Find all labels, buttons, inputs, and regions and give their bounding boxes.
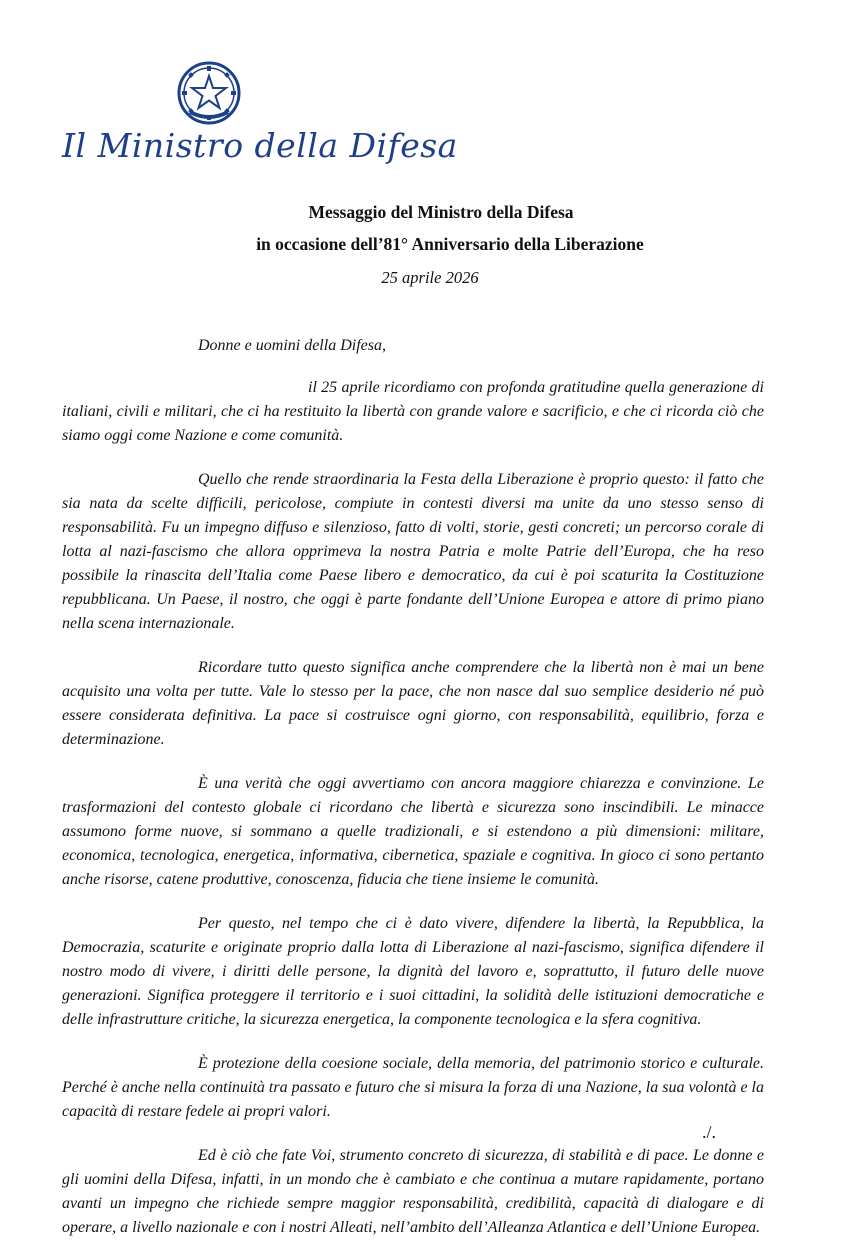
message-title-block [0,196,842,294]
message-date: 25 aprile 2026 [381,268,479,287]
salutation: Donne e uomini della Difesa, [198,337,386,354]
paragraph-6: È protezione della coesione sociale, della memoria, del patrimonio storico e culturale. Perché è anche nella continuità tra passato e futuro che si misura la forza di una Nazione, la sua volontà e la capacità di restare fedele ai propri valori. [62,1055,764,1120]
paragraph-3: Ricordare tutto questo significa anche comprendere che la libertà non è mai un bene acquisito una volta per tutte. Vale lo stesso per la pace, che non nasce dal suo semplice desiderio né può essere considerata definitiva. La pace si costruisce ogni giorno, con responsabilità, equilibrio, forza e determinazione. [62,659,764,748]
italian-republic-emblem-icon [176,60,242,126]
ministry-heading: Il Ministro della Difesa [62,126,458,165]
paragraph-2: Quello che rende straordinaria la Festa della Liberazione è proprio questo: il fatto che sia nata da scelte difficili, pericolose, compiute in contesti diversi ma unite da uno stesso senso di responsabilità. Fu un impegno diffuso e silenzioso, fatto di volti, storie, gesti concreti; un percorso corale di lotta al nazi-fascismo che allora opprimeva la nostra Patria e molte Patrie dell’Europa, che ha reso possibile la rinascita dell’Italia come Paese libero e democratico, da cui è poi scaturita la Costituzione repubblicana. Un Paese, il nostro, che oggi è parte fondante dell’Unione Europea e attore di primo piano nella scena internazionale. [62,471,764,632]
message-title: Messaggio del Ministro della Difesa [308,202,574,222]
continuation-mark: ./. [702,1122,717,1142]
paragraph-5: Per questo, nel tempo che ci è dato vivere, difendere la libertà, la Repubblica, la Democrazia, scaturite e originate proprio dalla lotta di Liberazione al nazi-fascismo, significa difendere il nostro modo di vivere, i diritti delle persone, la dignità del lavoro e, soprattutto, il futuro delle nuove generazioni. Significa proteggere il territorio e i suoi cittadini, la solidità delle istituzioni democratiche e delle infrastrutture critiche, la sicurezza energetica, la componente tecnologica e la sfera cognitiva. [62,915,764,1028]
message-subtitle: in occasione dell’81° Anniversario della Liberazione [256,234,644,254]
paragraph-7: Ed è ciò che fate Voi, strumento concreto di sicurezza, di stabilità e di pace. Le donne e gli uomini della Difesa, infatti, in un mondo che è cambiato e che continua a mutare rapidamente, portano avanti un impegno che richiede sempre maggior responsabilità, credibilità, capacità di dialogare e di operare, a livello nazionale e con i nostri Alleati, nell’ambito dell’Alleanza Atlantica e dell’Unione Europea. [62,1147,764,1236]
paragraph-4: È una verità che oggi avvertiamo con ancora maggiore chiarezza e convinzione. Le trasformazioni del contesto globale ci ricordano che libertà e sicurezza sono inscindibili. Le minacce assumono forme nuove, si sommano a quelle tradizionali, e si estendono a più dimensioni: militare, economica, tecnologica, energetica, informativa, cibernetica, spaziale e cognitiva. In gioco ci sono pertanto anche risorse, catene produttive, conoscenza, fiducia che tiene insieme le comunità. [62,775,764,888]
paragraph-1: il 25 aprile ricordiamo con profonda gratitudine quella generazione di italiani, civili e militari, che ci ha restituito la libertà con grande valore e sacrificio, e che ci ricorda ciò che siamo oggi come Nazione e come comunità. [62,379,764,444]
letter-body [62,334,764,1260]
